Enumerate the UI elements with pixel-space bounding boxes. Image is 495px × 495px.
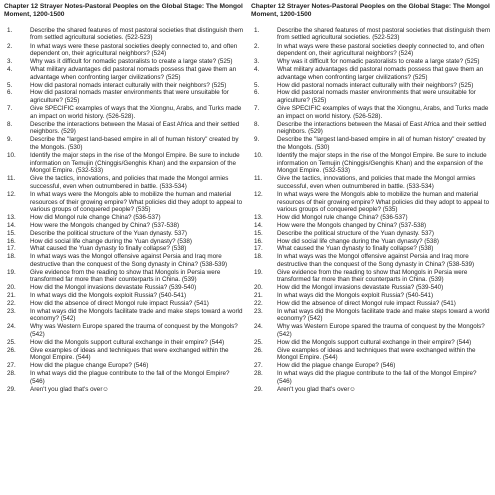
question-text: In what ways did the plague contribute to the fall of the Mongol Empire? (546) <box>30 370 230 385</box>
question-text: How did pastoral nomads interact culturally with their neighbors? (525) <box>277 81 474 89</box>
question-item <box>4 214 245 222</box>
question-item <box>4 82 245 90</box>
question-number: 13. <box>254 214 263 222</box>
question-item <box>251 347 492 363</box>
question-text: Describe the interactions between the Masai of East Africa and their settled neighbors. (529) <box>30 120 240 136</box>
question-text: In what ways were the Mongols able to mobilize the human and material resources of their growing empire? What policies did they adopt to appeal to various groups of conquered people? (535) <box>277 190 490 214</box>
question-number: 10. <box>254 151 263 159</box>
question-item <box>251 66 492 82</box>
question-item <box>251 362 492 370</box>
question-text: What caused the Yuan dynasty to finally collapse? (538) <box>30 245 187 253</box>
question-text: How did social life change during the Yuan dynasty? (538) <box>30 237 192 245</box>
question-text: How were the Mongols changed by China? (537-538) <box>30 221 180 229</box>
question-number: 17. <box>254 245 263 253</box>
question-text: Describe the "largest land-based empire in all of human history" created by the Mongols. (530) <box>30 136 239 151</box>
question-text: Give the tactics, innovations, and policies that made the Mongol armies successful, even when outnumbered in battle. (533-534) <box>30 175 229 190</box>
question-item <box>4 121 245 137</box>
question-number: 10. <box>7 151 16 159</box>
question-item <box>4 323 245 339</box>
question-item <box>4 58 245 66</box>
question-item <box>251 222 492 230</box>
question-text: Describe the interactions between the Masai of East Africa and their settled neighbors. (529) <box>277 120 487 136</box>
question-number: 5. <box>254 81 260 89</box>
question-number: 6. <box>254 89 260 97</box>
question-text: In what ways was the Mongol offensive against Persia and Iraq more destructive than the conquest of the Song dynasty in China? (538-539) <box>277 253 475 268</box>
question-number: 11. <box>7 175 16 183</box>
question-number: 4. <box>254 65 260 73</box>
question-text: In what ways did the plague contribute to the fall of the Mongol Empire? (546) <box>277 370 477 385</box>
question-item <box>4 245 245 253</box>
question-number: 21. <box>7 292 16 300</box>
question-number: 27. <box>254 362 263 370</box>
question-item <box>251 238 492 246</box>
question-number: 28. <box>254 370 263 378</box>
question-text: What military advantages did pastoral nomads possess that gave them an advantage when confronting larger civilizations? (525) <box>30 65 237 81</box>
question-text: How did social life change during the Yuan dynasty? (538) <box>277 237 439 245</box>
question-number: 12. <box>254 190 263 198</box>
question-number: 23. <box>254 307 263 315</box>
question-item <box>4 27 245 43</box>
question-number: 15. <box>254 229 263 237</box>
question-text: How did pastoral nomads master environments that were unsuitable for agriculture? (525) <box>30 89 229 105</box>
question-text: In what ways was the Mongol offensive against Persia and Iraq more destructive than the conquest of the Song dynasty in China? (538-539) <box>30 253 228 268</box>
question-item <box>4 175 245 191</box>
question-item <box>4 230 245 238</box>
question-list <box>251 27 492 394</box>
question-item <box>4 339 245 347</box>
question-number: 7. <box>7 104 13 112</box>
question-text: In what ways were these pastoral societies deeply connected to, and often dependent on, their agricultural neighbors? (524) <box>277 42 485 58</box>
question-number: 9. <box>7 136 13 144</box>
question-item <box>251 43 492 59</box>
question-number: 12. <box>7 190 16 198</box>
question-item <box>251 386 492 394</box>
question-number: 6. <box>7 89 13 97</box>
question-item <box>4 300 245 308</box>
question-number: 28. <box>7 370 16 378</box>
question-text: How did the Mongols support cultural exchange in their empire? (544) <box>30 338 225 346</box>
question-item <box>251 27 492 43</box>
question-item <box>4 191 245 214</box>
question-item <box>251 89 492 105</box>
question-number: 19. <box>7 268 16 276</box>
question-number: 29. <box>7 385 16 393</box>
question-item <box>251 58 492 66</box>
question-text: Identify the major steps in the rise of the Mongol Empire. Be sure to include information on Temujin (Chinggis/Genghis Khan) and the expansion of the Mongol Empire. (532-533) <box>277 151 487 175</box>
worksheet-title: Chapter 12 Strayer Notes-Pastoral Peoples on the Global Stage: The Mongol Moment, 1200-1500 <box>4 3 243 19</box>
question-text: Why was Western Europe spared the trauma of conquest by the Mongols? (542) <box>30 323 238 339</box>
question-item <box>4 370 245 386</box>
question-item <box>4 222 245 230</box>
question-number: 18. <box>7 253 16 261</box>
question-number: 3. <box>7 58 13 66</box>
question-item <box>4 347 245 363</box>
question-text: How did the plague change Europe? (546) <box>277 362 396 370</box>
question-item <box>251 152 492 175</box>
question-number: 14. <box>254 221 263 229</box>
question-text: Describe the political structure of the Yuan dynasty. 537) <box>277 229 434 237</box>
question-item <box>4 238 245 246</box>
question-text: How did the plague change Europe? (546) <box>30 362 149 370</box>
question-number: 16. <box>254 237 263 245</box>
question-item <box>4 308 245 324</box>
question-text: How did pastoral nomads interact culturally with their neighbors? (525) <box>30 81 227 89</box>
right-column <box>251 3 492 393</box>
question-item <box>251 82 492 90</box>
question-item <box>251 269 492 285</box>
question-number: 13. <box>7 214 16 222</box>
question-text: Give SPECIFIC examples of ways that the Xiongnu, Arabs, and Turks made an impact on world history. (526-528). <box>30 104 242 120</box>
question-text: How did pastoral nomads master environments that were unsuitable for agriculture? (525) <box>277 89 476 105</box>
question-number: 1. <box>7 26 13 34</box>
question-item <box>251 214 492 222</box>
question-item <box>4 269 245 285</box>
question-number: 29. <box>254 385 263 393</box>
question-text: Describe the shared features of most pastoral societies that distinguish them from settled agricultural societies. (522-523) <box>277 26 491 42</box>
question-text: What military advantages did pastoral nomads possess that gave them an advantage when confronting larger civilizations? (525) <box>277 65 484 81</box>
question-number: 27. <box>7 362 16 370</box>
question-item <box>251 284 492 292</box>
question-item <box>251 339 492 347</box>
question-text: How did the Mongol invasions devastate Russia? (539-540) <box>30 284 197 292</box>
question-number: 7. <box>254 104 260 112</box>
question-text: In what ways did the Mongols facilitate trade and make steps toward a world economy? (542) <box>277 307 490 323</box>
question-text: Give evidence from the reading to show that Mongols in Persia were transformed far more than their counterparts in China. (539) <box>30 268 221 284</box>
question-item <box>251 292 492 300</box>
question-number: 19. <box>254 268 263 276</box>
question-item <box>4 284 245 292</box>
worksheet-title: Chapter 12 Strayer Notes-Pastoral Peoples on the Global Stage: The Mongol Moment, 1200-1500 <box>251 3 490 19</box>
question-number: 23. <box>7 307 16 315</box>
question-text: In what ways were the Mongols able to mobilize the human and material resources of their growing empire? What policies did they adopt to appeal to various groups of conquered people? (535) <box>30 190 243 214</box>
question-number: 22. <box>254 299 263 307</box>
question-text: Give examples of ideas and techniques that were exchanged within the Mongol Empire. (544) <box>30 346 229 362</box>
question-item <box>4 253 245 269</box>
question-item <box>4 152 245 175</box>
question-text: Describe the "largest land-based empire in all of human history" created by the Mongols. (530) <box>277 136 486 151</box>
question-number: 14. <box>7 221 16 229</box>
question-text: Give evidence from the reading to show that Mongols in Persia were transformed far more than their counterparts in China. (539) <box>277 268 468 284</box>
question-item <box>251 253 492 269</box>
question-item <box>4 105 245 121</box>
question-number: 8. <box>7 120 13 128</box>
question-number: 25. <box>7 338 16 346</box>
question-number: 8. <box>254 120 260 128</box>
question-text: Describe the shared features of most pastoral societies that distinguish them from settled agricultural societies. (522-523) <box>30 26 244 42</box>
question-text: In what ways were these pastoral societies deeply connected to, and often dependent on, their agricultural neighbors? (524) <box>30 42 238 58</box>
question-number: 16. <box>7 237 16 245</box>
question-text: Give SPECIFIC examples of ways that the Xiongnu, Arabs, and Turks made an impact on world history. (526-528). <box>277 104 489 120</box>
question-text: In what ways did the Mongols exploit Russia? (540-541) <box>277 292 434 300</box>
question-number: 21. <box>254 292 263 300</box>
question-number: 26. <box>7 346 16 354</box>
question-number: 26. <box>254 346 263 354</box>
question-text: Aren't you glad that's over☺ <box>30 385 109 393</box>
question-text: In what ways did the Mongols exploit Russia? (540-541) <box>30 292 187 300</box>
question-number: 25. <box>254 338 263 346</box>
question-text: How were the Mongols changed by China? (537-538) <box>277 221 427 229</box>
question-item <box>251 191 492 214</box>
question-item <box>251 300 492 308</box>
question-item <box>251 105 492 121</box>
question-number: 3. <box>254 58 260 66</box>
question-number: 20. <box>7 284 16 292</box>
question-number: 20. <box>254 284 263 292</box>
question-item <box>251 370 492 386</box>
question-text: Why was it difficult for nomadic pastoralists to create a large state? (525) <box>277 58 480 66</box>
question-item <box>4 292 245 300</box>
question-number: 18. <box>254 253 263 261</box>
question-item <box>4 362 245 370</box>
question-list <box>4 27 245 394</box>
question-number: 17. <box>7 245 16 253</box>
question-item <box>251 121 492 137</box>
question-number: 5. <box>7 81 13 89</box>
left-column <box>4 3 245 393</box>
question-text: In what ways did the Mongols facilitate trade and make steps toward a world economy? (542) <box>30 307 243 323</box>
question-text: Why was it difficult for nomadic pastoralists to create a large state? (525) <box>30 58 233 66</box>
question-text: How did Mongol rule change China? (536-537) <box>277 214 408 222</box>
question-text: Identify the major steps in the rise of the Mongol Empire. Be sure to include information on Temujin (Chinggis/Genghis Khan) and the expansion of the Mongol Empire. (532-533) <box>30 151 240 175</box>
question-number: 22. <box>7 299 16 307</box>
question-item <box>4 43 245 59</box>
question-text: How did the absence of direct Mongol rule impact Russia? (541) <box>277 299 456 307</box>
question-text: Give examples of ideas and techniques that were exchanged within the Mongol Empire. (544) <box>277 346 476 362</box>
question-number: 11. <box>254 175 263 183</box>
question-text: Give the tactics, innovations, and policies that made the Mongol armies successful, even when outnumbered in battle. (533-534) <box>277 175 476 190</box>
question-number: 15. <box>7 229 16 237</box>
question-number: 2. <box>7 42 13 50</box>
question-item <box>4 136 245 152</box>
question-number: 9. <box>254 136 260 144</box>
question-item <box>251 323 492 339</box>
question-item <box>251 230 492 238</box>
question-number: 4. <box>7 65 13 73</box>
question-item <box>251 136 492 152</box>
question-number: 24. <box>254 323 263 331</box>
question-item <box>4 66 245 82</box>
question-text: How did Mongol rule change China? (536-537) <box>30 214 161 222</box>
question-item <box>251 245 492 253</box>
question-item <box>4 89 245 105</box>
question-item <box>251 308 492 324</box>
question-text: How did the Mongol invasions devastate Russia? (539-540) <box>277 284 444 292</box>
question-text: How did the absence of direct Mongol rule impact Russia? (541) <box>30 299 209 307</box>
question-text: Why was Western Europe spared the trauma of conquest by the Mongols? (542) <box>277 323 485 339</box>
question-text: Describe the political structure of the Yuan dynasty. 537) <box>30 229 187 237</box>
question-number: 24. <box>7 323 16 331</box>
question-item <box>4 386 245 394</box>
question-text: What caused the Yuan dynasty to finally collapse? (538) <box>277 245 434 253</box>
question-item <box>251 175 492 191</box>
question-text: How did the Mongols support cultural exchange in their empire? (544) <box>277 338 472 346</box>
question-number: 1. <box>254 26 260 34</box>
question-number: 2. <box>254 42 260 50</box>
question-text: Aren't you glad that's over☺ <box>277 385 356 393</box>
